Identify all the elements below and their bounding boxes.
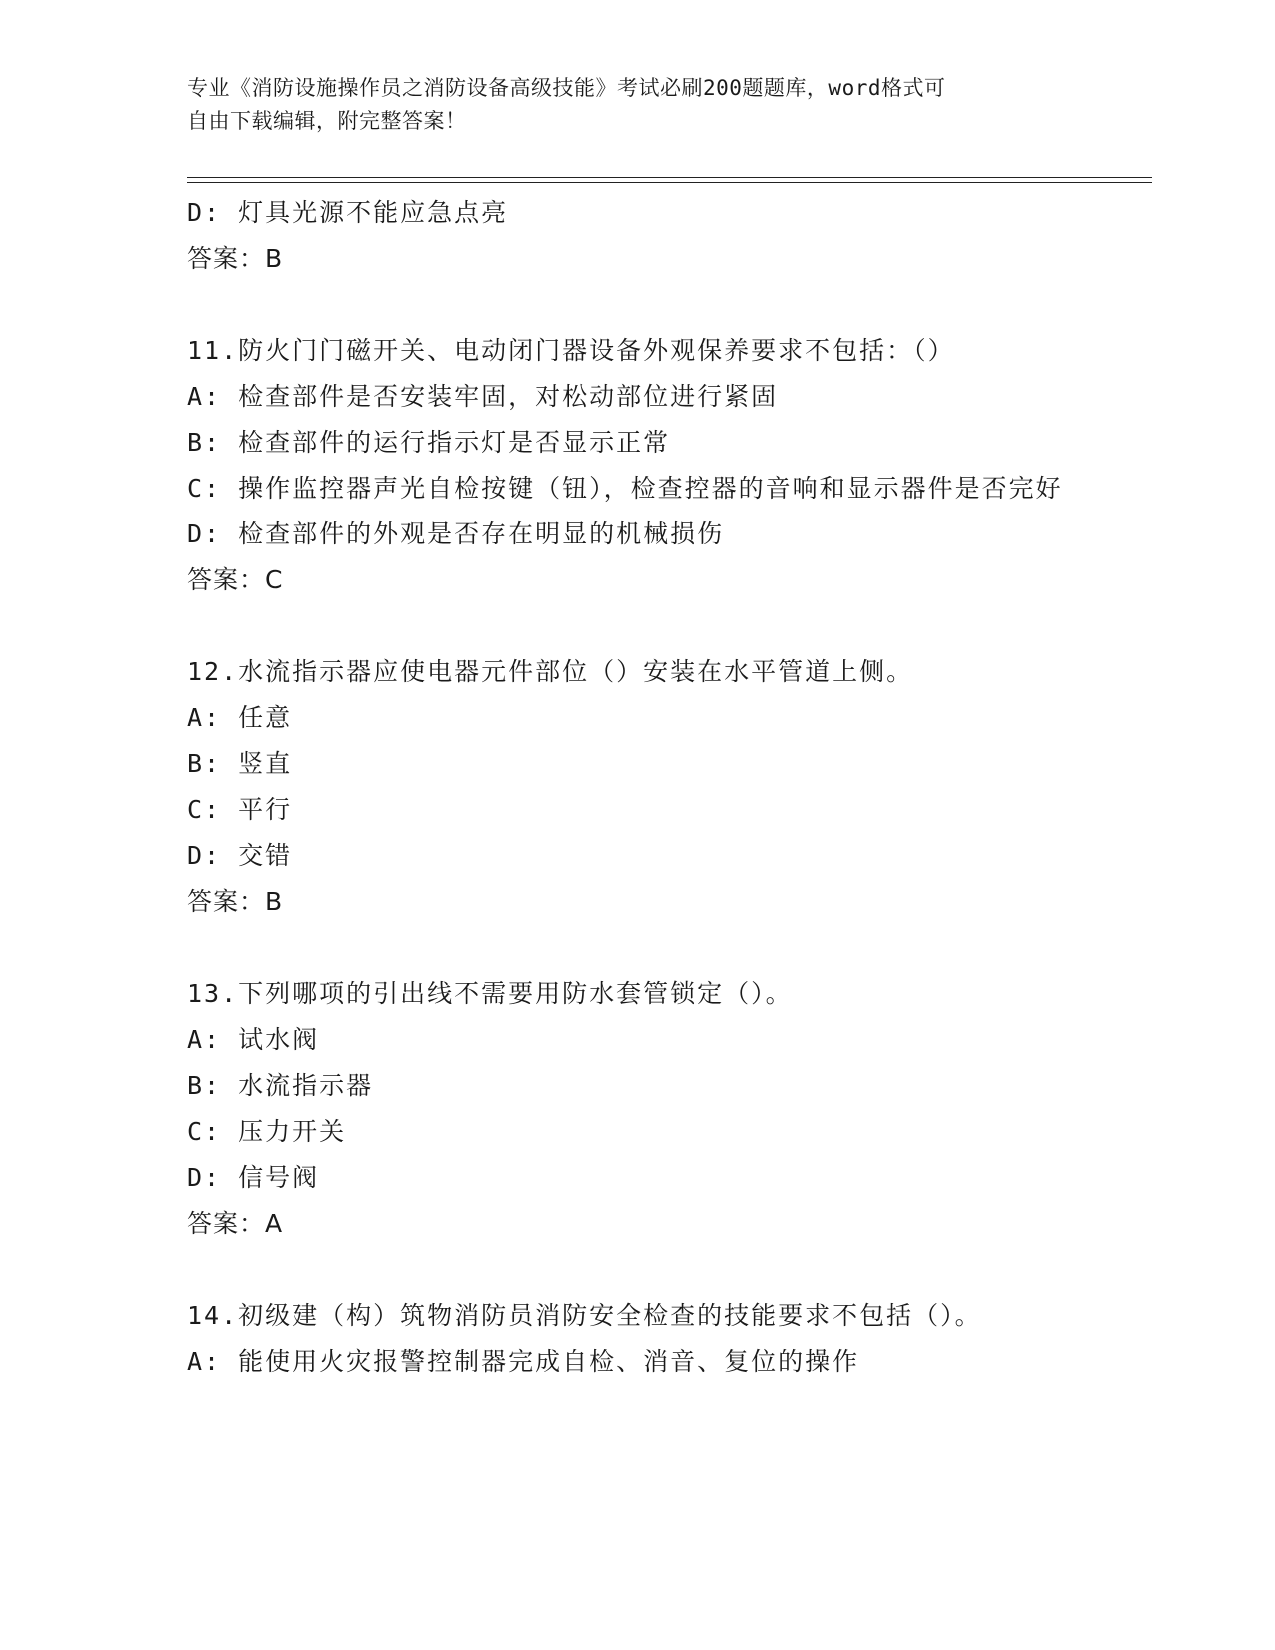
question-block-11 [187, 328, 1147, 603]
spacer [187, 282, 1147, 328]
option-d: D: 信号阀 [187, 1163, 320, 1192]
option-c: C: 平行 [187, 795, 293, 824]
question-text: 13.下列哪项的引出线不需要用防水套管锁定（）。 [187, 979, 793, 1008]
option-a: A: 检查部件是否安装牢固，对松动部位进行紧固 [187, 382, 779, 411]
header-line-1: 专业《消防设施操作员之消防设备高级技能》考试必刷200题题库，word格式可 [187, 76, 946, 100]
header-line-2: 自由下载编辑，附完整答案！ [187, 109, 467, 133]
header-rule-bottom [187, 182, 1152, 183]
option-a: A: 能使用火灾报警控制器完成自检、消音、复位的操作 [187, 1347, 860, 1376]
question-text: 14.初级建（构）筑物消防员消防安全检查的技能要求不包括（）。 [187, 1301, 982, 1330]
question-block-14 [187, 1293, 1147, 1385]
option-c: C: 操作监控器声光自检按键（钮），检查控器的音响和显示器件是否完好 [187, 474, 1063, 503]
spacer [187, 603, 1147, 649]
spacer [187, 925, 1147, 971]
option-d: D: 检查部件的外观是否存在明显的机械损伤 [187, 519, 725, 548]
option-d: D: 交错 [187, 841, 293, 870]
question-block-10 [187, 190, 1147, 282]
question-text: 12.水流指示器应使电器元件部位（）安装在水平管道上侧。 [187, 657, 914, 686]
option-b: B: 水流指示器 [187, 1071, 374, 1100]
question-list [187, 190, 1147, 1385]
answer-line: 答案：C [187, 565, 284, 594]
question-text: 11.防火门门磁开关、电动闭门器设备外观保养要求不包括：（） [187, 336, 955, 365]
option-d: D: 灯具光源不能应急点亮 [187, 198, 509, 227]
answer-line: 答案：A [187, 1209, 284, 1238]
option-a: A: 任意 [187, 703, 293, 732]
option-a: A: 试水阀 [187, 1025, 320, 1054]
question-block-12 [187, 649, 1147, 925]
answer-line: 答案：B [187, 887, 284, 916]
document-header [187, 72, 1087, 138]
spacer [187, 1247, 1147, 1293]
option-b: B: 竖直 [187, 749, 293, 778]
option-c: C: 压力开关 [187, 1117, 347, 1146]
option-b: B: 检查部件的运行指示灯是否显示正常 [187, 428, 671, 457]
header-rule-top [187, 177, 1152, 178]
question-block-13 [187, 971, 1147, 1247]
answer-line: 答案：B [187, 244, 284, 273]
